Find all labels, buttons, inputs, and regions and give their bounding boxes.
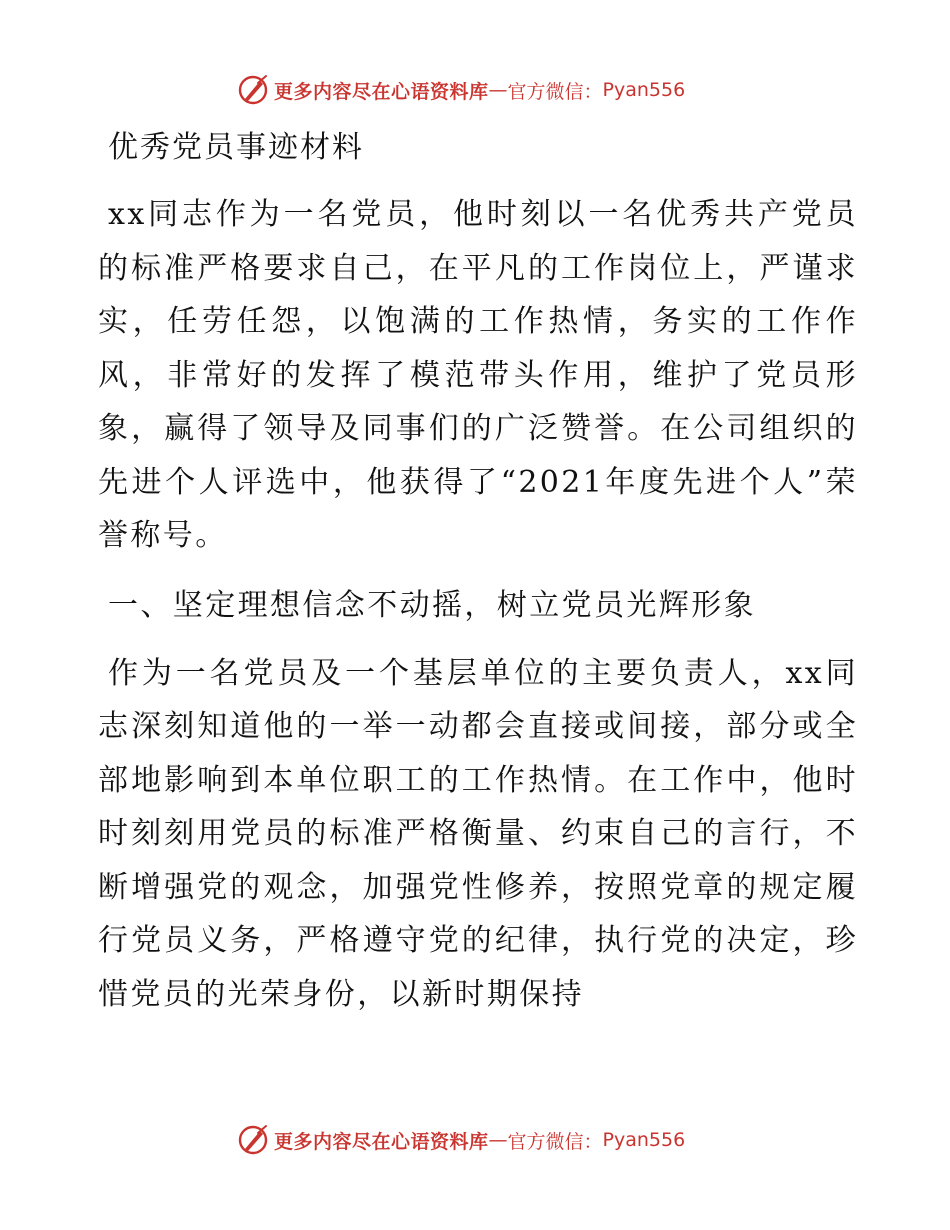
watermark-wechat-id: Pyan556 — [602, 79, 686, 101]
document-body — [98, 128, 858, 1021]
watermark-wechat-id: Pyan556 — [602, 1129, 686, 1151]
watermark-separator: — — [488, 1129, 508, 1151]
watermark-label: 官方微信： — [507, 80, 603, 103]
footer-watermark — [236, 1122, 685, 1158]
document-title: 优秀党员事迹材料 — [108, 130, 364, 165]
header-watermark — [236, 72, 685, 108]
watermark-separator: — — [488, 79, 508, 101]
paragraph-section-1: 作为一名党员及一个基层单位的主要负责人，xx同志深刻知道他的一举一动都会直接或间接，部分或全部地影响到本单位职工的工作热情。在工作中，他时时刻刻用党员的标准严格衡量、约束自己的言行，不断增强党的观念，加强党性修养，按照党章的规定履行党员义务，严格遵守党的纪律，执行党的决定，珍惜党员的光荣身份，以新时期保持 — [98, 655, 858, 1012]
quill-logo-icon — [236, 1123, 270, 1157]
watermark-text: 更多内容尽在心语资料库 — [274, 80, 489, 103]
watermark-label: 官方微信： — [507, 1130, 603, 1153]
watermark-text: 更多内容尽在心语资料库 — [274, 1130, 489, 1153]
section-heading-1: 一、坚定理想信念不动摇，树立党员光辉形象 — [108, 587, 756, 623]
paragraph-intro: xx同志作为一名党员，他时刻以一名优秀共产党员的标准严格要求自己，在平凡的工作岗位上，严谨求实，任劳任怨，以饱满的工作热情，务实的工作作风，非常好的发挥了模范带头作用，维护了党员形象，赢得了领导及同事们的广泛赞誉。在公司组织的先进个人评选中，他获得了“2021年度先进个人”荣誉称号。 — [98, 197, 858, 553]
quill-logo-icon — [236, 73, 270, 107]
